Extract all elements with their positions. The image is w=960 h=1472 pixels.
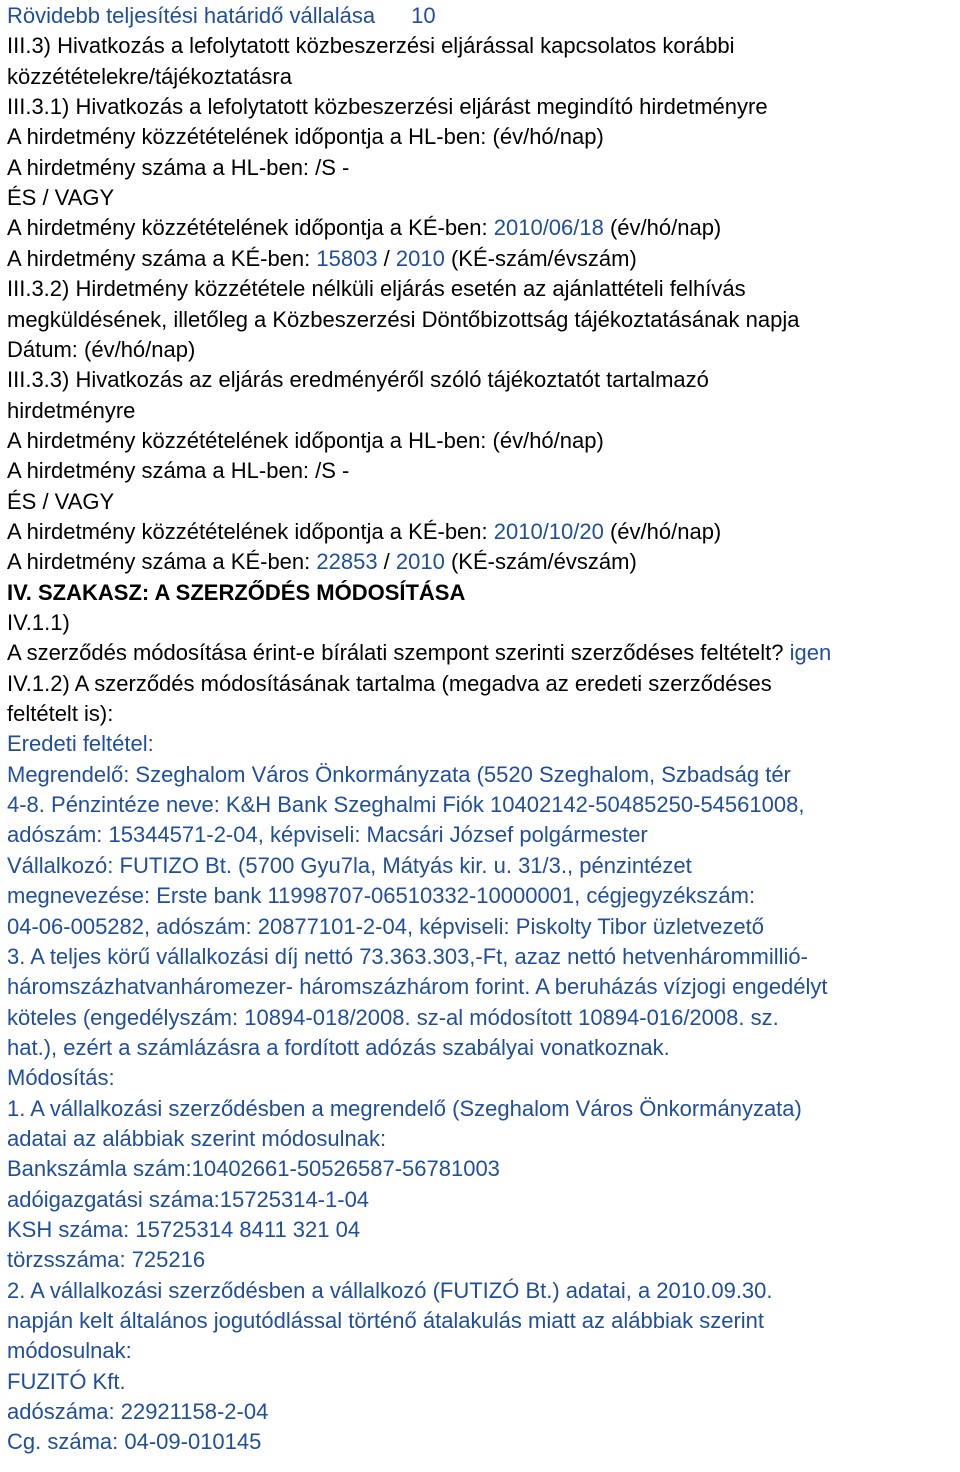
section-heading: IV. SZAKASZ: A SZERZŐDÉS MÓDOSÍTÁSA [7, 579, 466, 605]
field-label: feltételt is): [7, 701, 114, 727]
field-value: Megrendelő: Szeghalom Város Önkormányzata (5520 Szeghalom, Szbadság tér [7, 761, 791, 787]
text-line [7, 365, 709, 395]
text-line [7, 122, 604, 152]
field-label: IV.1.2) A szerződés módosításának tartalma (megadva az eredeti szerződéses [7, 670, 772, 696]
field-label: A hirdetmény közzétételének időpontja a KÉ-ben: [7, 215, 494, 241]
text-line [7, 1, 436, 31]
text-line [7, 1397, 268, 1427]
field-value: 2010 [395, 549, 445, 575]
text-line [7, 213, 721, 243]
field-value: 4-8. Pénzintéze neve: K&H Bank Szeghalmi Fiók 10402142-50485250-54561008, [7, 792, 805, 818]
text-line [7, 1063, 115, 1093]
field-value: KSH száma: 15725314 8411 321 04 [7, 1217, 361, 1242]
text-line [7, 1336, 132, 1366]
text-line [7, 1185, 369, 1215]
field-value: 2010 [395, 245, 445, 271]
field-value: adatai az alábbiak szerint módosulnak: [7, 1125, 387, 1151]
field-value: módosulnak: [7, 1338, 132, 1364]
text-line [7, 608, 70, 638]
text-line [7, 1124, 386, 1154]
text-line [7, 1154, 500, 1184]
field-label: IV.1.1) [7, 610, 70, 635]
field-label: A hirdetmény közzétételének időpontja a HL-ben: (év/hó/nap) [7, 124, 604, 150]
field-value: köteles (engedélyszám: 10894-018/2008. sz-al módosított 10894-016/2008. sz. [7, 1004, 779, 1030]
text-line [7, 517, 721, 547]
field-label: A hirdetmény száma a HL-ben: /S - [7, 458, 350, 484]
text-line [7, 1033, 670, 1063]
field-label: Dátum: (év/hó/nap) [7, 336, 196, 362]
field-label: / [377, 549, 396, 575]
field-value: Vállalkozó: FUTIZO Bt. (5700 Gyu7la, Mátyás kir. u. 31/3., pénzintézet [7, 852, 692, 878]
text-line [7, 1245, 205, 1275]
text-line [7, 942, 808, 972]
text-line [7, 1094, 802, 1124]
field-label: III.3.2) Hirdetmény közzététele nélküli eljárás esetén az ajánlattételi felhívás [7, 276, 746, 302]
text-line [7, 92, 768, 122]
field-label: A hirdetmény száma a HL-ben: /S - [7, 154, 350, 180]
text-line [7, 912, 764, 942]
field-value: adószám: 15344571-2-04, képviseli: Macsári József polgármester [7, 822, 648, 848]
field-label: A szerződés módosítása érint-e bírálati szempont szerinti szerződéses feltételt? [7, 640, 790, 666]
field-label: III.3.1) Hivatkozás a lefolytatott közbeszerzési eljárást megindító hirdetményre [7, 94, 768, 120]
field-label: ÉS / VAGY [7, 185, 115, 211]
field-label: A hirdetmény száma a KÉ-ben: [7, 549, 317, 575]
field-label: megküldésének, illetőleg a Közbeszerzési Döntőbizottság tájékoztatásának napja [7, 306, 800, 332]
text-line [7, 62, 292, 92]
text-line [7, 487, 114, 517]
field-label: III.3) Hivatkozás a lefolytatott közbeszerzési eljárással kapcsolatos korábbi [7, 33, 735, 59]
text-line [7, 244, 637, 274]
field-value: 10 [411, 3, 436, 28]
field-value: 2010/06/18 [493, 215, 604, 241]
field-label: A hirdetmény száma a KÉ-ben: [7, 245, 317, 271]
field-value: 3. A teljes körű vállalkozási díj nettó 73.363.303,-Ft, azaz nettó hetvenhárommillió- [7, 943, 808, 969]
text-line [7, 31, 735, 61]
text-line [7, 547, 637, 577]
field-value: adószáma: 22921158-2-04 [7, 1399, 269, 1425]
text-line [7, 760, 791, 790]
text-line [7, 972, 828, 1002]
text-line [7, 820, 648, 850]
text-line [7, 183, 114, 213]
text-line [7, 881, 755, 911]
text-line [7, 699, 113, 729]
text-line [7, 851, 692, 881]
text-line [7, 396, 135, 426]
field-value: 1. A vállalkozási szerződésben a megrendelő (Szeghalom Város Önkormányzata) [7, 1095, 802, 1121]
text-line [7, 335, 195, 365]
text-line [7, 153, 349, 183]
field-value: FUZITÓ Kft. [7, 1368, 126, 1394]
field-label: (KÉ-szám/évszám) [444, 549, 637, 575]
text-line [7, 1367, 126, 1397]
field-label: közzétételekre/tájékoztatásra [7, 63, 292, 89]
text-line [7, 729, 154, 759]
field-value: Rövidebb teljesítési határidő vállalása [7, 3, 376, 28]
field-label: ÉS / VAGY [7, 488, 115, 514]
field-label: (KÉ-szám/évszám) [444, 245, 637, 271]
text-line [7, 638, 831, 668]
field-value: háromszázhatvanháromezer- háromszázhárom forint. A beruházás vízjogi engedélyt [7, 974, 828, 1000]
field-value: napján kelt általános jogutódlással történő átalakulás miatt az alábbiak szerint [7, 1308, 765, 1334]
text-line [7, 1003, 779, 1033]
field-value: Cg. száma: 04-09-010145 [7, 1429, 262, 1455]
field-value: 15803 [316, 245, 378, 271]
field-label: (év/hó/nap) [603, 518, 722, 544]
text-line [7, 790, 804, 820]
field-value: 2010/10/20 [493, 518, 604, 544]
field-value: hat.), ezért a számlázásra a fordított adózás szabályai vonatkoznak. [7, 1034, 670, 1060]
field-value: Módosítás: [7, 1065, 115, 1091]
field-value: megnevezése: Erste bank 11998707-06510332-10000001, cégjegyzékszám: [7, 883, 756, 909]
field-label: hirdetményre [7, 397, 136, 423]
text-line [7, 1427, 261, 1457]
field-value: adóigazgatási száma:15725314-1-04 [7, 1186, 370, 1212]
text-line [7, 305, 799, 335]
text-line [7, 669, 772, 699]
field-value: 22853 [316, 549, 378, 575]
field-label: III.3.3) Hivatkozás az eljárás eredményéről szóló tájékoztatót tartalmazó [7, 367, 709, 393]
field-label: / [377, 245, 396, 271]
field-label: A hirdetmény közzétételének időpontja a HL-ben: (év/hó/nap) [7, 427, 604, 453]
field-label: A hirdetmény közzétételének időpontja a KÉ-ben: [7, 518, 494, 544]
field-value: Bankszámla szám:10402661-50526587-56781003 [7, 1156, 500, 1182]
field-value: 04-06-005282, adószám: 20877101-2-04, képviseli: Piskolty Tibor üzletvezető [7, 913, 765, 939]
text-line [7, 1215, 360, 1245]
text-line [7, 578, 465, 608]
text-line [7, 1306, 764, 1336]
text-line [7, 274, 746, 304]
field-label: (év/hó/nap) [603, 215, 722, 241]
text-line [7, 426, 604, 456]
field-value: törzsszáma: 725216 [7, 1247, 206, 1273]
text-line [7, 1276, 773, 1306]
field-value: igen [789, 640, 832, 666]
field-value: Eredeti feltétel: [7, 731, 154, 757]
text-line [7, 456, 349, 486]
field-value: 2. A vállalkozási szerződésben a vállalkozó (FUTIZÓ Bt.) adatai, a 2010.09.30. [7, 1277, 773, 1303]
